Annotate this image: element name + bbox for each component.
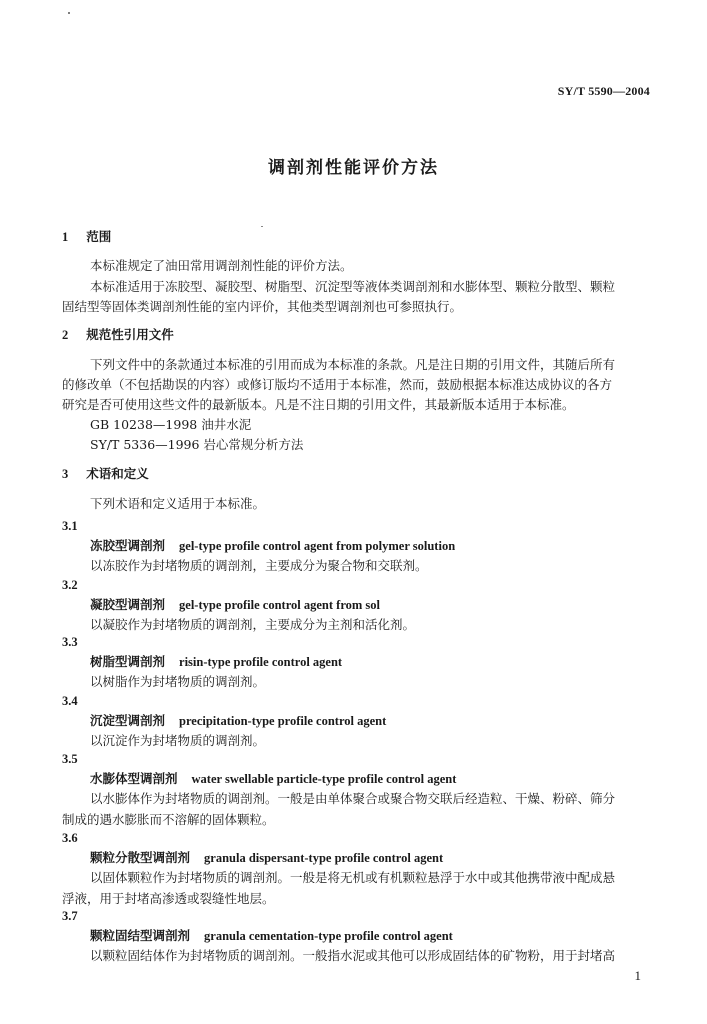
section-number: 1 bbox=[62, 230, 69, 244]
term-english: granula dispersant-type profile control agent bbox=[204, 851, 444, 865]
section-title: 范围 bbox=[86, 229, 112, 244]
paragraph-line: 研究是否可使用这些文件的最新版本。凡是不注日期的引用文件，其最新版本适用于本标准。 bbox=[62, 397, 575, 412]
term-heading bbox=[90, 850, 443, 866]
reference-item: GB 10238—1998 油井水泥 bbox=[90, 417, 252, 432]
section-title: 术语和定义 bbox=[86, 466, 149, 481]
term-heading bbox=[90, 597, 380, 613]
term-chinese: 颗粒固结型调剖剂 bbox=[90, 928, 191, 943]
reference-item: SY/T 5336—1996 岩心常规分析方法 bbox=[90, 437, 304, 452]
paragraph-line: 下列文件中的条款通过本标准的引用而成为本标准的条款。凡是注日期的引用文件，其随后所有 bbox=[90, 357, 616, 372]
section-2-heading bbox=[62, 327, 174, 343]
term-definition: 以冻胶作为封堵物质的调剖剂，主要成分为聚合物和交联剂。 bbox=[90, 558, 428, 573]
term-heading bbox=[90, 713, 386, 729]
term-number: 3.6 bbox=[62, 831, 78, 845]
scan-speck bbox=[68, 12, 70, 14]
term-definition: 以沉淀作为封堵物质的调剖剂。 bbox=[90, 733, 266, 748]
term-english: gel-type profile control agent from sol bbox=[179, 598, 381, 612]
section-title: 规范性引用文件 bbox=[86, 327, 174, 342]
term-definition: 以树脂作为封堵物质的调剖剂。 bbox=[90, 674, 266, 689]
term-chinese: 冻胶型调剖剂 bbox=[90, 538, 166, 553]
term-definition: 以凝胶作为封堵物质的调剖剂，主要成分为主剂和活化剂。 bbox=[90, 617, 416, 632]
standard-code: SY/T 5590—2004 bbox=[557, 84, 650, 98]
term-heading bbox=[90, 771, 456, 787]
paragraph: 下列术语和定义适用于本标准。 bbox=[90, 496, 266, 511]
term-number: 3.7 bbox=[62, 909, 78, 923]
term-definition: 浮液，用于封堵高渗透或裂缝性地层。 bbox=[62, 891, 275, 906]
term-definition: 以颗粒固结体作为封堵物质的调剖剂。一般指水泥或其他可以形成固结体的矿物粉，用于封堵高 bbox=[90, 948, 616, 963]
page-number: 1 bbox=[634, 968, 641, 983]
paragraph-line: 的修改单（不包括勘误的内容）或修订版均不适用于本标准，然而，鼓励根据本标准达成协议的各方 bbox=[62, 377, 613, 392]
term-number: 3.5 bbox=[62, 752, 78, 766]
term-english: risin-type profile control agent bbox=[179, 655, 343, 669]
term-heading bbox=[90, 654, 342, 670]
scan-speck bbox=[261, 226, 263, 227]
section-number: 2 bbox=[62, 328, 69, 342]
term-english: gel-type profile control agent from polymer solution bbox=[179, 539, 456, 553]
document-title: 调剖剂性能评价方法 bbox=[268, 158, 439, 178]
term-chinese: 水膨体型调剖剂 bbox=[90, 771, 178, 786]
paragraph-line: 本标准适用于冻胶型、凝胶型、树脂型、沉淀型等液体类调剖剂和水膨体型、颗粒分散型、颗粒 bbox=[90, 279, 616, 294]
term-number: 3.4 bbox=[62, 694, 78, 708]
term-number: 3.1 bbox=[62, 519, 78, 533]
term-chinese: 沉淀型调剖剂 bbox=[90, 713, 166, 728]
paragraph-line: 固结型等固体类调剖剂性能的室内评价，其他类型调剖剂也可参照执行。 bbox=[62, 299, 463, 314]
term-number: 3.3 bbox=[62, 635, 78, 649]
section-1-heading bbox=[62, 229, 111, 245]
term-definition: 制成的遇水膨胀而不溶解的固体颗粒。 bbox=[62, 812, 275, 827]
section-3-heading bbox=[62, 466, 149, 482]
term-heading bbox=[90, 538, 455, 554]
section-number: 3 bbox=[62, 467, 69, 481]
term-chinese: 树脂型调剖剂 bbox=[90, 654, 166, 669]
term-definition: 以水膨体作为封堵物质的调剖剂。一般是由单体聚合或聚合物交联后经造粒、干燥、粉碎、筛分 bbox=[90, 791, 616, 806]
term-english: precipitation-type profile control agent bbox=[179, 714, 387, 728]
term-chinese: 凝胶型调剖剂 bbox=[90, 597, 166, 612]
paragraph: 本标准规定了油田常用调剖剂性能的评价方法。 bbox=[90, 258, 353, 273]
term-heading bbox=[90, 928, 453, 944]
term-definition: 以固体颗粒作为封堵物质的调剖剂。一般是将无机或有机颗粒悬浮于水中或其他携带液中配成悬 bbox=[90, 870, 616, 885]
term-english: water swellable particle-type profile control agent bbox=[191, 772, 457, 786]
term-english: granula cementation-type profile control agent bbox=[204, 929, 453, 943]
term-chinese: 颗粒分散型调剖剂 bbox=[90, 850, 191, 865]
term-number: 3.2 bbox=[62, 578, 78, 592]
